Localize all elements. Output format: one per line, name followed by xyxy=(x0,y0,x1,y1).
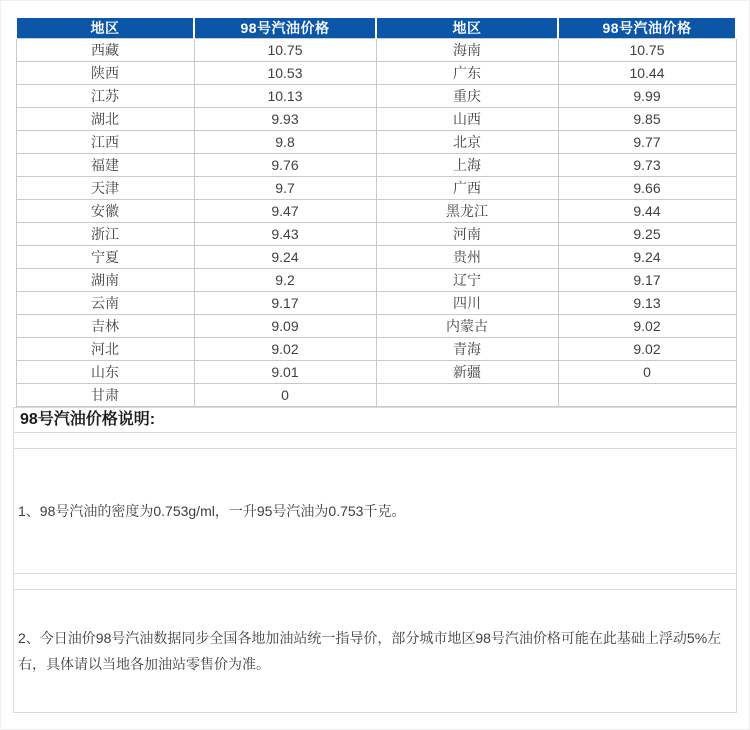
price-cell: 9.01 xyxy=(194,361,376,384)
region-cell: 湖北 xyxy=(16,108,194,131)
table-row xyxy=(16,292,736,315)
region-cell: 安徽 xyxy=(16,200,194,223)
note-item xyxy=(14,590,736,712)
table-header-row xyxy=(16,18,736,39)
region-cell: 江苏 xyxy=(16,85,194,108)
price-cell: 9.66 xyxy=(558,177,736,200)
region-cell xyxy=(376,384,558,407)
price-cell: 9.24 xyxy=(558,246,736,269)
price-cell: 9.02 xyxy=(558,315,736,338)
column-header-region-right: 地区 xyxy=(376,18,558,39)
note-item xyxy=(14,449,736,574)
region-cell: 广东 xyxy=(376,62,558,85)
table-row xyxy=(16,315,736,338)
price-cell: 9.93 xyxy=(194,108,376,131)
table-row xyxy=(16,62,736,85)
note-text-2: 2、今日油价98号汽油数据同步全国各地加油站统一指导价，部分城市地区98号汽油价格可能在此基础上浮动5%左右，具体请以当地各加油站零售价为准。 xyxy=(18,630,722,672)
price-cell: 10.53 xyxy=(194,62,376,85)
price-cell: 9.44 xyxy=(558,200,736,223)
table-row xyxy=(16,246,736,269)
region-cell: 山西 xyxy=(376,108,558,131)
column-header-region-left: 地区 xyxy=(16,18,194,39)
column-header-price-right: 98号汽油价格 xyxy=(558,18,736,39)
price-cell: 9.73 xyxy=(558,154,736,177)
table-row xyxy=(16,154,736,177)
note-text-1: 1、98号汽油的密度为0.753g/ml，一升95号汽油为0.753千克。 xyxy=(18,503,406,519)
gas-price-table xyxy=(15,18,737,407)
region-cell: 河北 xyxy=(16,338,194,361)
price-cell: 9.17 xyxy=(558,269,736,292)
region-cell: 河南 xyxy=(376,223,558,246)
notes-spacer xyxy=(14,574,736,590)
region-cell: 黑龙江 xyxy=(376,200,558,223)
price-cell: 10.13 xyxy=(194,85,376,108)
region-cell: 甘肃 xyxy=(16,384,194,407)
price-cell: 9.13 xyxy=(558,292,736,315)
region-cell: 内蒙古 xyxy=(376,315,558,338)
table-row xyxy=(16,39,736,62)
region-cell: 浙江 xyxy=(16,223,194,246)
region-cell: 陕西 xyxy=(16,62,194,85)
region-cell: 重庆 xyxy=(376,85,558,108)
price-table-body xyxy=(16,39,736,407)
region-cell: 福建 xyxy=(16,154,194,177)
table-row xyxy=(16,177,736,200)
table-row xyxy=(16,108,736,131)
table-row xyxy=(16,361,736,384)
price-cell: 10.75 xyxy=(194,39,376,62)
table-row xyxy=(16,131,736,154)
price-cell: 9.85 xyxy=(558,108,736,131)
region-cell: 山东 xyxy=(16,361,194,384)
region-cell: 云南 xyxy=(16,292,194,315)
column-header-price-left: 98号汽油价格 xyxy=(194,18,376,39)
notes-spacer xyxy=(14,433,736,449)
price-cell: 9.09 xyxy=(194,315,376,338)
price-cell: 9.7 xyxy=(194,177,376,200)
region-cell: 宁夏 xyxy=(16,246,194,269)
table-row xyxy=(16,85,736,108)
table-row xyxy=(16,384,736,407)
price-cell: 0 xyxy=(194,384,376,407)
price-cell: 9.02 xyxy=(194,338,376,361)
table-row xyxy=(16,269,736,292)
price-cell: 9.47 xyxy=(194,200,376,223)
price-cell: 9.43 xyxy=(194,223,376,246)
price-cell: 9.8 xyxy=(194,131,376,154)
region-cell: 北京 xyxy=(376,131,558,154)
region-cell: 四川 xyxy=(376,292,558,315)
region-cell: 新疆 xyxy=(376,361,558,384)
price-cell: 10.44 xyxy=(558,62,736,85)
table-row xyxy=(16,223,736,246)
region-cell: 江西 xyxy=(16,131,194,154)
region-cell: 西藏 xyxy=(16,39,194,62)
region-cell: 辽宁 xyxy=(376,269,558,292)
region-cell: 湖南 xyxy=(16,269,194,292)
notes-section xyxy=(13,407,737,713)
region-cell: 吉林 xyxy=(16,315,194,338)
table-row xyxy=(16,200,736,223)
table-row xyxy=(16,338,736,361)
price-cell: 10.75 xyxy=(558,39,736,62)
price-cell: 9.02 xyxy=(558,338,736,361)
price-cell: 9.24 xyxy=(194,246,376,269)
price-cell: 9.25 xyxy=(558,223,736,246)
price-cell: 9.76 xyxy=(194,154,376,177)
price-cell xyxy=(558,384,736,407)
region-cell: 贵州 xyxy=(376,246,558,269)
region-cell: 青海 xyxy=(376,338,558,361)
region-cell: 广西 xyxy=(376,177,558,200)
region-cell: 上海 xyxy=(376,154,558,177)
price-cell: 9.17 xyxy=(194,292,376,315)
notes-title: 98号汽油价格说明: xyxy=(14,408,736,433)
price-cell: 9.2 xyxy=(194,269,376,292)
price-cell: 0 xyxy=(558,361,736,384)
region-cell: 海南 xyxy=(376,39,558,62)
region-cell: 天津 xyxy=(16,177,194,200)
price-cell: 9.77 xyxy=(558,131,736,154)
price-cell: 9.99 xyxy=(558,85,736,108)
